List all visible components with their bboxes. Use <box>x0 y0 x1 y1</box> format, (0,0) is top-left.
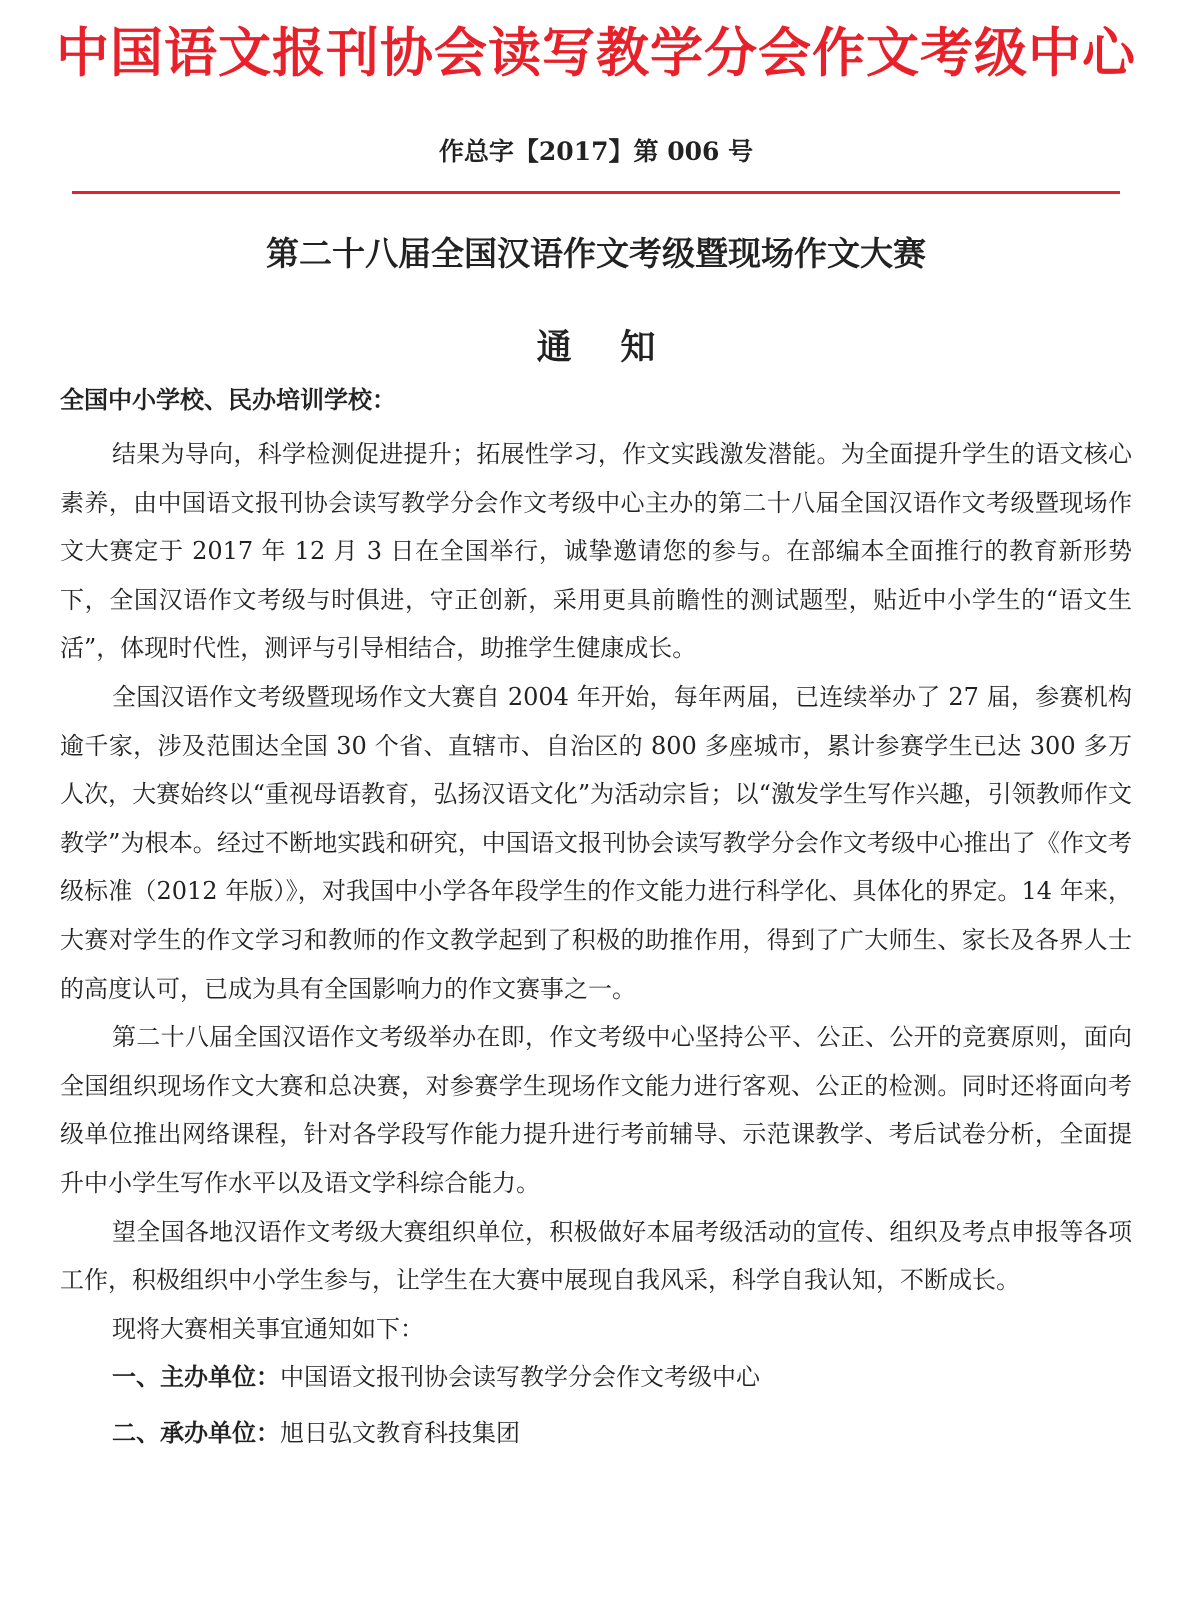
body-paragraph: 结果为导向，科学检测促进提升；拓展性学习，作文实践激发潜能。为全面提升学生的语文核心素养，由中国语文报刊协会读写教学分会作文考级中心主办的第二十八届全国汉语作文考级暨现场作文大赛定于 2017 年 12 月 3 日在全国举行，诚挚邀请您的参与。在部编本全面推行的教育新形势下，全国汉语作文考级与时俱进，守正创新，采用更具前瞻性的测试题型，贴近中小学生的“语文生活”，体现时代性，测评与引导相结合，助推学生健康成长。 <box>60 440 1132 663</box>
salutation: 全国中小学校、民办培训学校： <box>60 386 396 414</box>
undertaker-item <box>60 1409 1132 1458</box>
organizer-value: 中国语文报刊协会读写教学分会作文考级中心 <box>280 1363 760 1392</box>
document-number: 作总字【2017】第 006 号 <box>438 137 754 166</box>
organizer-item <box>60 1353 1132 1402</box>
red-divider-line <box>72 191 1120 194</box>
body-paragraph: 全国汉语作文考级暨现场作文大赛自 2004 年开始，每年两届，已连续举办了 27 届，参赛机构逾千家，涉及范围达全国 30 个省、直辖市、自治区的 800 多座城市，累计参赛学生已达 300 多万人次，大赛始终以“重视母语教育，弘扬汉语文化”为活动宗旨；以“激发学生写作兴趣，引领教师作文教学”为根本。经过不断地实践和研究，中国语文报刊协会读写教学分会作文考级中心推出了《作文考级标准（2012 年版）》，对我国中小学各年段学生的作文能力进行科学化、具体化的界定。14 年来，大赛对学生的作文学习和教师的作文教学起到了积极的助推作用，得到了广大师生、家长及各界人士的高度认可，已成为具有全国影响力的作文赛事之一。 <box>60 682 1132 1003</box>
notice-title: 第二十八届全国汉语作文考级暨现场作文大赛 <box>266 234 926 273</box>
body-paragraph: 望全国各地汉语作文考级大赛组织单位，积极做好本届考级活动的宣传、组织及考点申报等各项工作，积极组织中小学生参与，让学生在大赛中展现自我风采，科学自我认知，不断成长。 <box>60 1217 1132 1295</box>
issuing-organization-header: 中国语文报刊协会读写教学分会作文考级中心 <box>56 23 1136 84</box>
notice-body <box>60 430 1132 1457</box>
notice-subtitle: 通 知 <box>536 327 656 368</box>
undertaker-value: 旭日弘文教育科技集团 <box>280 1418 520 1447</box>
intro-line: 现将大赛相关事宜通知如下： <box>112 1314 424 1343</box>
body-paragraph: 第二十八届全国汉语作文考级举办在即，作文考级中心坚持公平、公正、公开的竞赛原则，面向全国组织现场作文大赛和总决赛，对参赛学生现场作文能力进行客观、公正的检测。同时还将面向考级单位推出网络课程，针对各学段写作能力提升进行考前辅导、示范课教学、考后试卷分析，全面提升中小学生写作水平以及语文学科综合能力。 <box>60 1023 1132 1197</box>
undertaker-label: 二、承办单位： <box>112 1418 280 1447</box>
organizer-label: 一、主办单位： <box>112 1363 280 1392</box>
